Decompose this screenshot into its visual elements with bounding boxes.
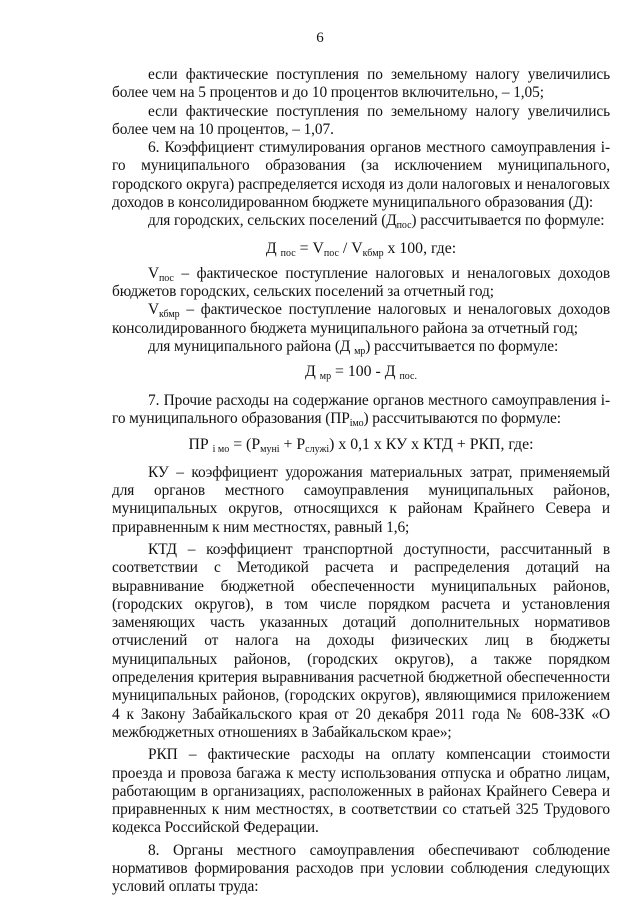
definition-v-pos: $V_{пос}$ – фактическое поступление налоговых и неналоговых доходов бюджетов городских, сельских поселений за отчетный год; [112, 264, 610, 300]
paragraph-item-7: 7. Прочие расходы на содержание органов местного самоуправления i-го муниципального образования $(ПР_{iмо})$ рассчитываются по формуле: [112, 392, 610, 430]
paragraph-settlements-formula-intro: для городских, сельских поселений $(Д_{пос})$ рассчитывается по формуле: [148, 212, 605, 232]
paragraph-item-8: 8. Органы местного самоуправления обеспечивают соблюдение нормативов формирования расходов при условии соблюдения следующих условий оплаты труда: [112, 841, 610, 896]
definition-ku: КУ – коэффициент удорожания материальных затрат, применяемый для органов местного самоуправления муниципальных районов, муниципальных округов, относящихся к районам Крайнего Севера и приравненным к ним местностях, равный 1,6; [112, 463, 610, 536]
page-number: 6 [316, 30, 324, 46]
formula-share-settlements: Д $_{пос} = V_{пос} / V_{кбмр}$ x 100, где: [265, 239, 457, 259]
document-body [112, 66, 610, 897]
paragraph-item-6: 6. Коэффициент стимулирования органов местного самоуправления i-го муниципального образования (за исключением муниципального, городского округа) распределяется исходя из доли налоговых и неналоговых доходов в консолидированном бюджете муниципального образования (Д): [112, 139, 610, 212]
formula-share-district: Д $_{мр}$ = 100 - Д $_{пос.}$ [305, 363, 417, 383]
formula-other-expenses: ПР $_{i мо} = (Р_{муні} + Р_{служі})$ x 0,1 x КУ x КТД + РКП, где: [188, 435, 534, 455]
definition-v-kbmr: $V_{кбмр}$ – фактическое поступление налоговых и неналоговых доходов консолидированного бюджета муниципального района за отчетный год; [112, 301, 610, 337]
definition-ktd: КТД – коэффициент транспортной доступности, рассчитанный в соответствии с Методикой расчета и распределения дотаций на выравнивание бюджетной обеспеченности муниципальных районов, (городских округов), в том числе порядком расчета и установления заменяющих часть указанных дотаций дополнительных нормативов отчислений от налога на доходы физических лиц в бюджеты муниципальных районов, (городских округов), а также порядком определения критерия выравнивания расчетной бюджетной обеспеченности муниципальных районов, (городских округов), являющимися приложением 4 к Закону Забайкальского края от 20 декабря 2011 года № 608-ЗЗК «О межбюджетных отношениях в Забайкальском крае»; [112, 540, 610, 741]
paragraph-land-tax-over-10: если фактические поступления по земельному налогу увеличились более чем на 10 процентов, – 1,07. [112, 102, 610, 138]
paragraph-land-tax-5-10: если фактические поступления по земельному налогу увеличились более чем на 5 процентов и до 10 процентов включительно, – 1,05; [112, 66, 610, 102]
definition-rkp: РКП – фактические расходы на оплату компенсации стоимости проезда и провоза багажа к месту использования отпуска и обратно лицам, работающим в организациях, расположенных в районах Крайнего Севера и приравненных к ним местностях, в соответствии со статьей 325 Трудового кодекса Российской Федерации. [112, 746, 610, 837]
paragraph-district-formula-intro: для муниципального района (Д $_{мр}$) рассчитывается по формуле: [148, 337, 559, 357]
